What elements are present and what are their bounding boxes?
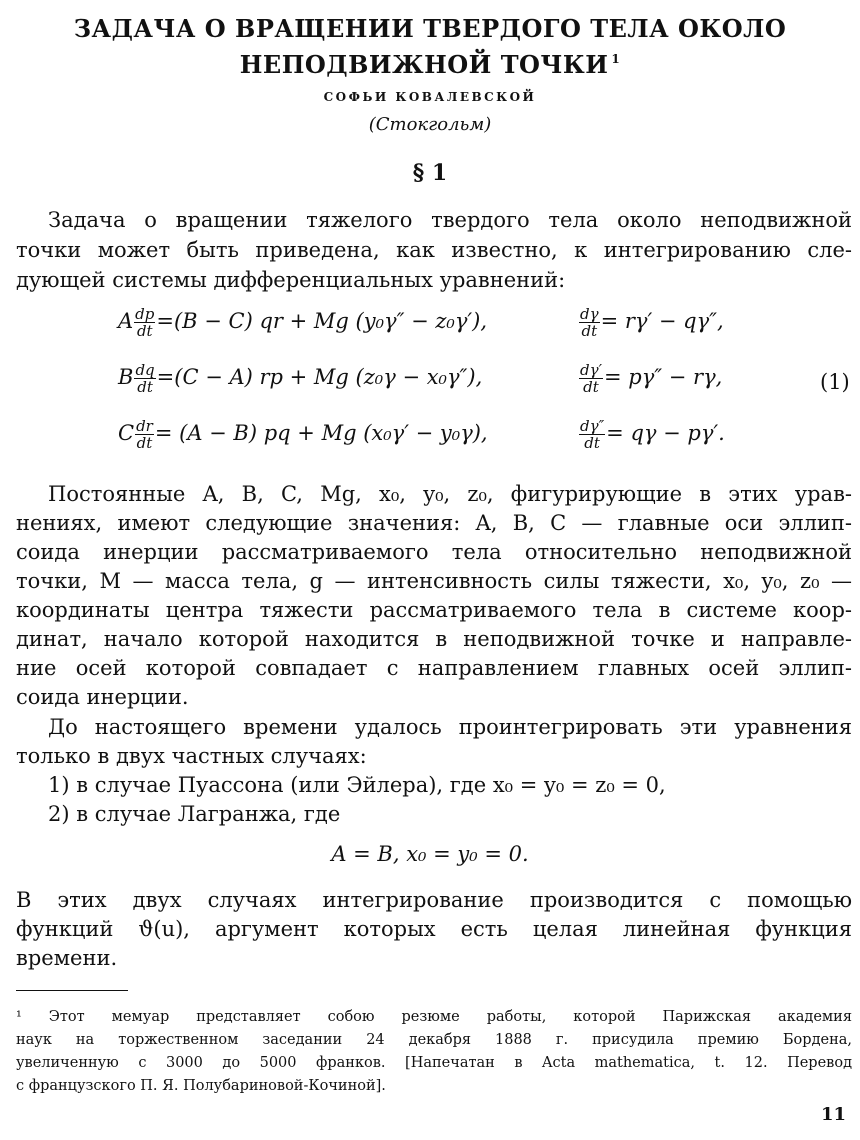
para2-line: ние осей которой совпадает с направлением главных осей эллип- — [16, 656, 852, 680]
title-line-1: ЗАДАЧА О ВРАЩЕНИИ ТВЕРДОГО ТЕЛА ОКОЛО — [73, 14, 787, 43]
equation-rhs: $\frac{d\gamma'}{dt}$ = pγ″ − rγ, — [580, 361, 723, 396]
para2-line: координаты центра тяжести рассматриваемого тела в системе коор- — [16, 598, 852, 622]
para3-line: только в двух частных случаях: — [16, 744, 367, 768]
para1-line: дующей системы дифференциальных уравнений: — [16, 268, 566, 292]
page-number: 11 — [820, 1104, 846, 1125]
para2-line: нениях, имеют следующие значения: A, B, C — главные оси эллип- — [16, 511, 852, 535]
footnote-line: с французского П. Я. Полубариновой-Кочиной]. — [16, 1078, 386, 1094]
title-line-2 — [0, 44, 860, 80]
section-heading: § 1 — [412, 160, 448, 186]
para1-line: точки может быть приведена, как известно, к интегрированию сле- — [16, 238, 852, 262]
para4-line: функций ϑ(u), аргумент которых есть целая линейная функция — [16, 917, 852, 941]
footnote-line: увеличенную с 3000 до 5000 франков. [Напечатан в Acta mathematica, t. 12. Перевод — [16, 1055, 852, 1071]
title-footnote-mark: 1 — [611, 52, 621, 66]
city: (Стокгольм) — [368, 114, 492, 135]
para2-line: Постоянные A, B, C, Mg, x₀, y₀, z₀, фигурирующие в этих урав- — [48, 482, 852, 506]
equation-lhs: A $\frac{dp}{dt}$ =(B − C) qr + Mg (y₀γ″ − z₀γ′), — [118, 305, 488, 340]
centered-equation: A = B, x₀ = y₀ = 0. — [331, 842, 529, 866]
footnote-line: ¹ Этот мемуар представляет собою резюме работы, которой Парижская академия — [16, 1009, 852, 1025]
footnote-rule — [16, 990, 128, 991]
equation-row — [0, 306, 860, 346]
equation-rhs: $\frac{d\gamma''}{dt}$ = qγ − pγ′. — [580, 417, 725, 452]
para3-line: До настоящего времени удалось проинтегрировать эти уравнения — [48, 715, 852, 739]
equation-lhs: C $\frac{dr}{dt}$ = (A − B) pq + Mg (x₀γ′ − y₀γ), — [118, 417, 488, 452]
para3-item-2: 2) в случае Лагранжа, где — [48, 802, 341, 826]
equation-row — [0, 418, 860, 458]
para3-item-1: 1) в случае Пуассона (или Эйлера), где x₀ = y₀ = z₀ = 0, — [48, 773, 666, 797]
title-line-2-text: НЕПОДВИЖНОЙ ТОЧКИ — [239, 50, 609, 79]
para4-line: В этих двух случаях интегрирование производится с помощью — [16, 888, 852, 912]
para2-line: точки, M — масса тела, g — интенсивность силы тяжести, x₀, y₀, z₀ — — [16, 569, 852, 593]
equation-row — [0, 362, 860, 402]
para2-line: соида инерции рассматриваемого тела относительно неподвижной — [16, 540, 852, 564]
para1-line: Задача о вращении тяжелого твердого тела около неподвижной — [48, 208, 852, 232]
author: СОФЬИ КОВАЛЕВСКОЙ — [323, 90, 537, 104]
para2-line: динат, начало которой находится в неподвижной точке и направле- — [16, 627, 852, 651]
para2-line: соида инерции. — [16, 685, 189, 709]
equation-rhs: $\frac{d\gamma}{dt}$ = rγ′ − qγ″, — [580, 305, 724, 340]
equation-number: (1) — [820, 370, 850, 394]
para4-line: времени. — [16, 946, 118, 970]
footnote-line: наук на торжественном заседании 24 декабря 1888 г. присудила премию Бордена, — [16, 1032, 852, 1048]
equation-lhs: B $\frac{dq}{dt}$ =(C − A) rp + Mg (z₀γ − x₀γ″), — [118, 361, 483, 396]
